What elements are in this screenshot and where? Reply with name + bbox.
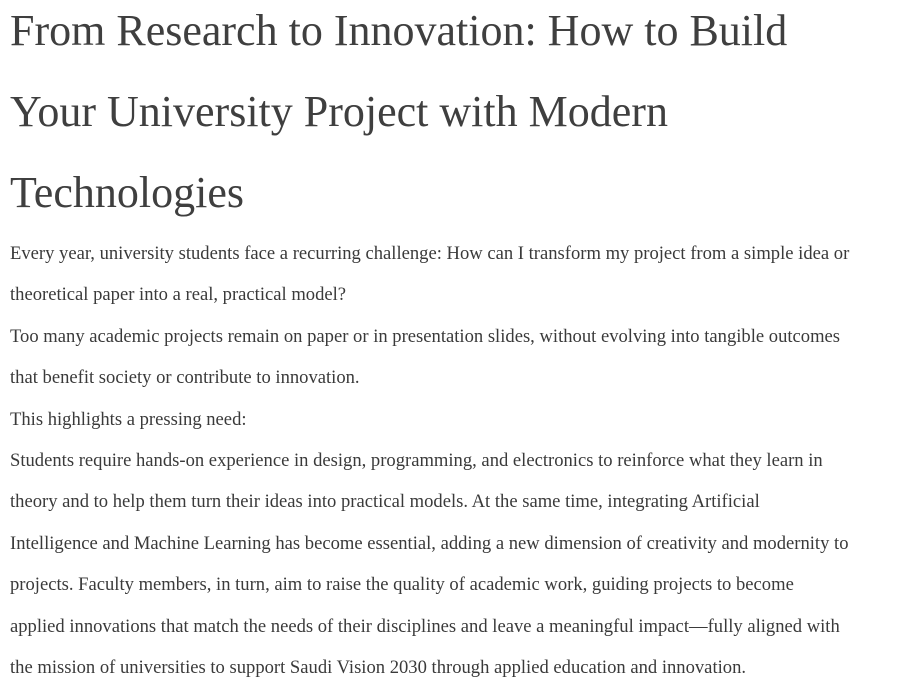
paragraph-line: theory and to help them turn their ideas into practical models. At the same time, integrating Artificial <box>10 491 760 513</box>
title-line: Your University Project with Modern <box>10 87 668 136</box>
paragraph-line: projects. Faculty members, in turn, aim to raise the quality of academic work, guiding projects to become <box>10 574 794 596</box>
problem-paragraph <box>10 316 921 399</box>
details-paragraph <box>10 440 921 688</box>
need-paragraph <box>10 399 921 440</box>
paragraph-line: Students require hands-on experience in design, programming, and electronics to reinforce what they learn in <box>10 450 823 472</box>
paragraph-line: Intelligence and Machine Learning has become essential, adding a new dimension of creativity and modernity to <box>10 532 849 554</box>
paragraph-line: This highlights a pressing need: <box>10 408 247 430</box>
paragraph-line: that benefit society or contribute to innovation. <box>10 367 360 389</box>
article-title <box>10 0 921 233</box>
title-line: From Research to Innovation: How to Build <box>10 6 788 55</box>
title-line: Technologies <box>10 168 244 217</box>
paragraph-line: theoretical paper into a real, practical model? <box>10 284 347 306</box>
intro-paragraph <box>10 233 921 316</box>
paragraph-line: the mission of universities to support Saudi Vision 2030 through applied education and innovation. <box>10 657 747 679</box>
paragraph-line: applied innovations that match the needs of their disciplines and leave a meaningful impact—fully aligned with <box>10 615 840 637</box>
paragraph-line: Too many academic projects remain on paper or in presentation slides, without evolving into tangible outcomes <box>10 325 841 347</box>
paragraph-line: Every year, university students face a recurring challenge: How can I transform my project from a simple idea or <box>10 243 850 264</box>
